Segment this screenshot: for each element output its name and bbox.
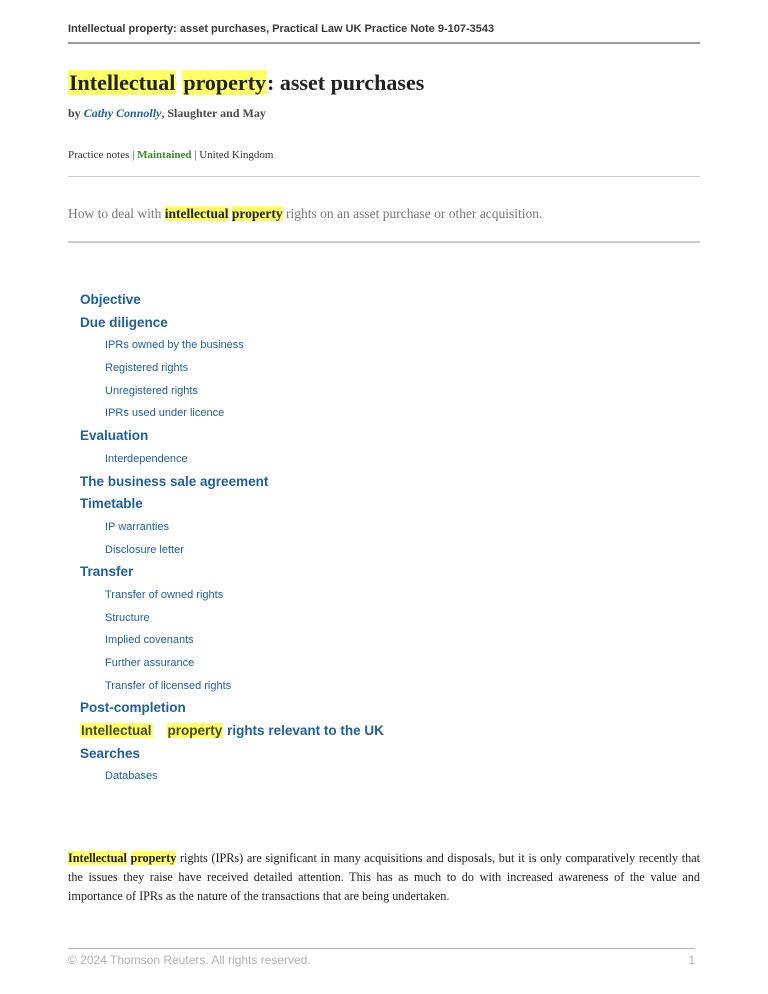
table-of-contents [80, 291, 580, 790]
status-badge: Maintained [137, 149, 192, 161]
doc-type: Practice notes [68, 149, 130, 161]
abstract-text: How to deal with [68, 206, 165, 221]
title-text: : asset purchases [267, 70, 425, 95]
toc-link-searches[interactable]: Searches [80, 745, 141, 761]
toc-link-further-assurance[interactable]: Further assurance [105, 657, 195, 669]
header-divider [68, 42, 700, 44]
toc-link-ip-warranties[interactable]: IP warranties [105, 520, 169, 533]
byline-firm: , Slaughter and May [161, 106, 266, 120]
toc-link-ip-rights-uk[interactable] [80, 722, 580, 745]
toc-link-evaluation[interactable]: Evaluation [80, 428, 149, 444]
jurisdiction: United Kingdom [199, 149, 274, 161]
page-title [68, 70, 424, 96]
divider [68, 176, 700, 177]
body-paragraph [68, 849, 700, 906]
toc-link-iprs-owned[interactable]: IPRs owned by the business [105, 339, 244, 352]
toc-link-post-completion[interactable]: Post-completion [80, 700, 186, 716]
page-number: 1 [688, 953, 695, 967]
toc-link-structure[interactable]: Structure [105, 611, 150, 624]
search-highlight: Intellectual [68, 851, 127, 865]
toc-link-interdependence[interactable]: Interdependence [105, 452, 188, 465]
search-highlight: property [183, 70, 267, 95]
toc-link-unregistered-rights[interactable]: Unregistered rights [105, 384, 198, 397]
toc-link-business-sale-agreement[interactable]: The business sale agreement [80, 473, 269, 489]
author-link[interactable]: Cathy Connolly [83, 106, 162, 120]
toc-link-registered-rights[interactable]: Registered rights [105, 362, 189, 375]
toc-link-due-diligence[interactable]: Due diligence [80, 314, 168, 330]
byline-prefix: by [68, 106, 84, 120]
toc-link-timetable[interactable]: Timetable [80, 496, 143, 512]
abstract [68, 206, 542, 222]
search-highlight: Intellectual [81, 723, 152, 739]
copyright-notice: © 2024 Thomson Reuters. All rights reserved. [68, 953, 311, 967]
toc-link-transfer[interactable]: Transfer [80, 564, 134, 580]
search-highlight: property [167, 723, 223, 739]
abstract-text: rights on an asset purchase or other acquisition. [282, 206, 543, 221]
paragraph-text: rights (IPRs) are significant in many acquisitions and disposals, but it is only comparatively recently that the issues they raise have received detailed attention. This has as much to do with increased awareness of the value and importance of IPRs as the nature of the transactions that are being undertaken. [68, 851, 700, 903]
toc-link-iprs-under-licence[interactable]: IPRs used under licence [105, 407, 225, 420]
byline [68, 106, 266, 121]
separator: | [129, 149, 138, 161]
toc-link-implied-covenants[interactable]: Implied covenants [105, 634, 194, 647]
search-highlight: intellectual [164, 206, 229, 221]
search-highlight: Intellectual [69, 70, 176, 95]
footer-divider [68, 948, 695, 949]
toc-link-disclosure-letter[interactable]: Disclosure letter [105, 543, 184, 556]
toc-link-text: rights relevant to the UK [227, 723, 384, 739]
toc-link-transfer-owned-rights[interactable]: Transfer of owned rights [105, 588, 224, 601]
running-header: Intellectual property: asset purchases, Practical Law UK Practice Note 9-107-3543 [68, 23, 495, 35]
divider [68, 241, 700, 243]
search-highlight: property [130, 851, 177, 865]
separator: | [191, 149, 200, 161]
toc-link-objective[interactable]: Objective [80, 292, 141, 307]
document-meta [68, 149, 273, 161]
toc-link-databases[interactable]: Databases [105, 770, 158, 783]
search-highlight: property [231, 206, 283, 221]
toc-link-transfer-licensed-rights[interactable]: Transfer of licensed rights [105, 679, 232, 692]
